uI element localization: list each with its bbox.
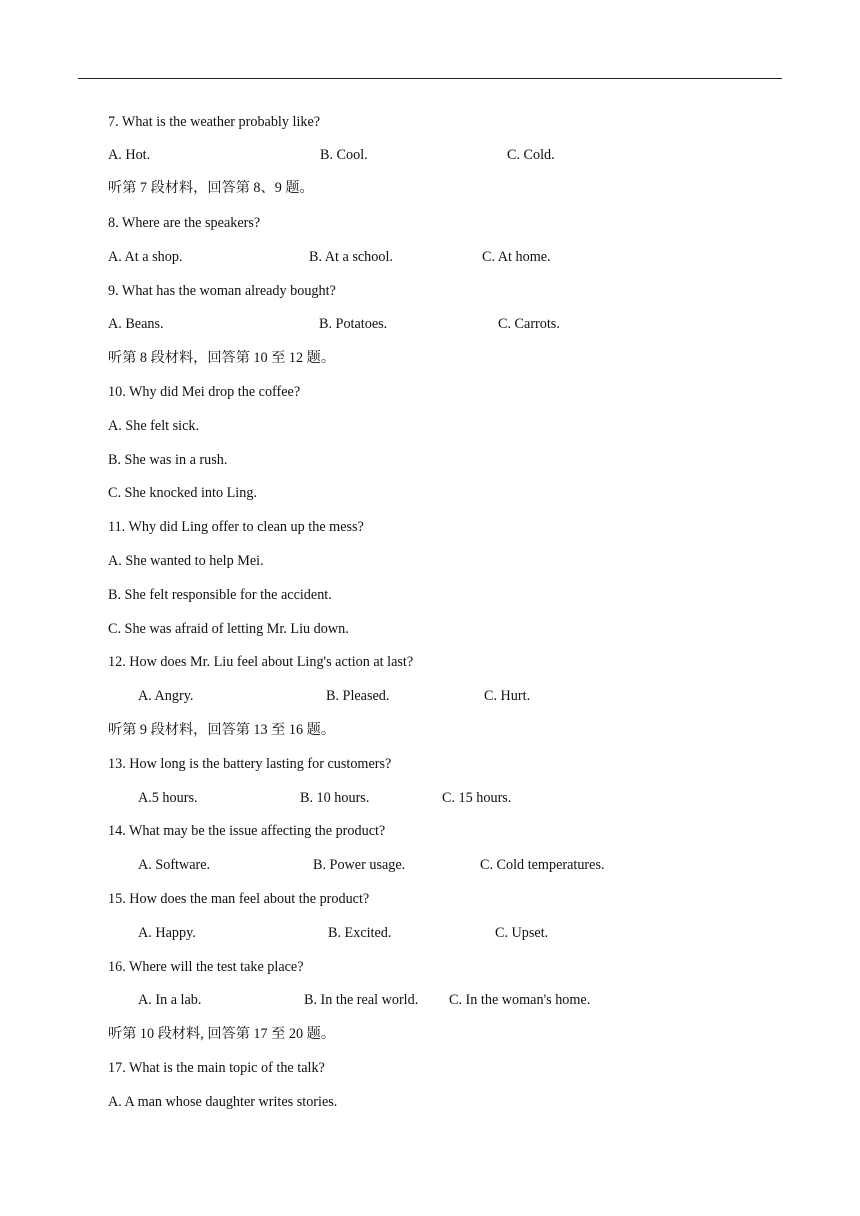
option-a: A.5 hours. [138, 790, 198, 806]
option-a: A. Beans. [108, 316, 164, 332]
option-b: B. Pleased. [326, 688, 390, 704]
option-c: C. At home. [482, 249, 551, 265]
option-11-c: C. She was afraid of letting Mr. Liu down. [108, 621, 349, 637]
question-16: 16. Where will the test take place? [108, 959, 304, 975]
option-c: C. Carrots. [498, 316, 560, 332]
option-b: B. In the real world. [304, 992, 419, 1008]
question-11: 11. Why did Ling offer to clean up the mess? [108, 519, 364, 535]
header-rule [78, 78, 782, 79]
option-c: C. Cold temperatures. [480, 857, 605, 873]
question-10: 10. Why did Mei drop the coffee? [108, 384, 301, 400]
option-c: C. Upset. [495, 925, 549, 941]
option-b: B. Excited. [328, 925, 392, 941]
option-b: B. Power usage. [313, 857, 406, 873]
question-15: 15. How does the man feel about the product? [108, 891, 370, 907]
option-a: A. Software. [138, 857, 211, 873]
option-c: C. Cold. [507, 147, 555, 163]
question-14: 14. What may be the issue affecting the product? [108, 823, 386, 839]
option-a: A. Hot. [108, 147, 151, 163]
section-instruction-7: 听第 7 段材料，回答第 8、9 题。 [108, 180, 314, 196]
option-10-c: C. She knocked into Ling. [108, 485, 257, 501]
section-instruction-10: 听第 10 段材料, 回答第 17 至 20 题。 [108, 1026, 336, 1042]
option-11-a: A. She wanted to help Mei. [108, 553, 264, 569]
option-a: A. Angry. [138, 688, 194, 704]
question-17: 17. What is the main topic of the talk? [108, 1060, 325, 1076]
option-c: C. 15 hours. [442, 790, 512, 806]
option-11-b: B. She felt responsible for the accident. [108, 587, 332, 603]
option-b: B. Cool. [320, 147, 368, 163]
option-b: B. At a school. [309, 249, 393, 265]
option-a: A. Happy. [138, 925, 196, 941]
question-9: 9. What has the woman already bought? [108, 283, 336, 299]
option-17-a: A. A man whose daughter writes stories. [108, 1094, 338, 1110]
option-b: B. Potatoes. [319, 316, 388, 332]
question-8: 8. Where are the speakers? [108, 215, 261, 231]
section-instruction-9: 听第 9 段材料，回答第 13 至 16 题。 [108, 722, 336, 738]
option-a: A. At a shop. [108, 249, 183, 265]
question-7: 7. What is the weather probably like? [108, 114, 321, 130]
option-c: C. Hurt. [484, 688, 531, 704]
option-a: A. In a lab. [138, 992, 202, 1008]
option-c: C. In the woman's home. [449, 992, 591, 1008]
section-instruction-8: 听第 8 段材料，回答第 10 至 12 题。 [108, 350, 336, 366]
option-b: B. 10 hours. [300, 790, 370, 806]
option-10-b: B. She was in a rush. [108, 452, 228, 468]
question-12: 12. How does Mr. Liu feel about Ling's action at last? [108, 654, 414, 670]
option-10-a: A. She felt sick. [108, 418, 200, 434]
question-13: 13. How long is the battery lasting for customers? [108, 756, 392, 772]
